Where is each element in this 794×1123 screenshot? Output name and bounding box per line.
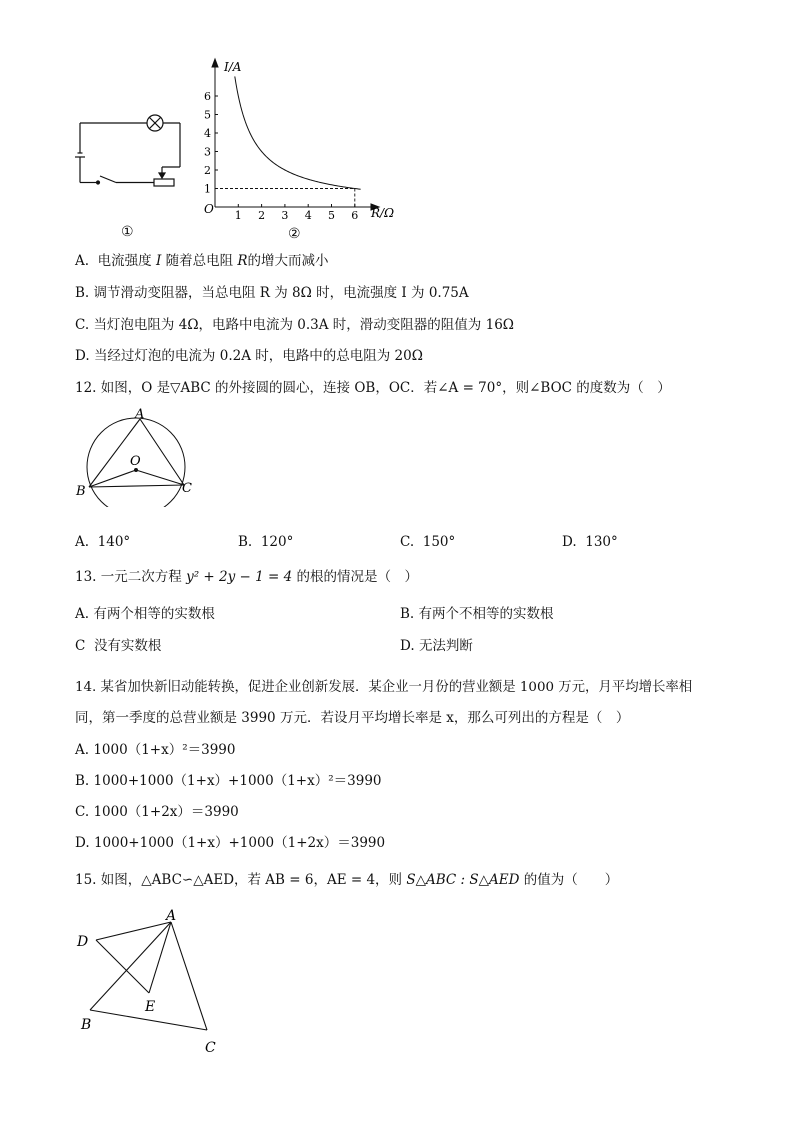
x-tick-label: 5 xyxy=(328,209,335,222)
point-d-label: D xyxy=(77,934,89,950)
circumcircle-figure xyxy=(72,402,202,507)
y-tick-label: 1 xyxy=(204,182,211,196)
point-c-label: C xyxy=(182,481,192,496)
q13-option-c: C 没有实数根 xyxy=(75,638,162,654)
point-c-label: C xyxy=(205,1040,216,1056)
q13-equation: y² + 2y − 1 = 4 xyxy=(186,569,293,585)
curve xyxy=(235,76,361,189)
q14-option-d: D. 1000+1000（1+x）+1000（1+2x）＝3990 xyxy=(75,835,386,851)
point-e-label: E xyxy=(145,999,156,1015)
q12-option-a: A. 140° xyxy=(75,534,131,550)
q11-option-b: B. 调节滑动变阻器，当总电阻 R 为 8Ω 时，电流强度 I 为 0.75A xyxy=(75,285,469,301)
figure-1-label: ① xyxy=(121,224,134,240)
q15-stem: 15. 如图，△ABC∽△AED，若 AB = 6，AE = 4，则 S△ABC : S△AED 的值为（ ） xyxy=(75,872,619,888)
q14-stem-line1: 14. 某省加快新旧动能转换，促进企业创新发展．某企业一月份的营业额是 1000 万元，月平均增长率相 xyxy=(75,680,693,695)
q12-stem: 12. 如图，O 是▽ABC 的外接圆的圆心，连接 OB，OC．若∠A = 70°，则∠BOC 的度数为（ ） xyxy=(75,380,671,396)
current-resistance-graph xyxy=(195,55,405,225)
q14-option-b: B. 1000+1000（1+x）+1000（1+x）²＝3990 xyxy=(75,773,382,789)
q15-area-ratio: S△ABC : S△AED xyxy=(406,872,520,888)
point-b-label: B xyxy=(76,484,86,499)
q14-stem-line2: 同，第一季度的总营业额是 3990 万元．若设月平均增长率是 x，那么可列出的方程是（ ） xyxy=(75,710,630,726)
circuit-diagram xyxy=(70,105,190,195)
q12-option-b: B. 120° xyxy=(238,534,294,550)
q11-option-a: A. 电流强度 I 随着总电阻 R的增大而减小 xyxy=(75,253,329,269)
point-a-label: A xyxy=(166,908,177,924)
y-tick-label: 5 xyxy=(204,108,211,122)
q12-option-c: C. 150° xyxy=(400,534,456,550)
q12-option-d: D. 130° xyxy=(562,534,618,550)
y-tick-label: 3 xyxy=(204,145,211,159)
q14-option-a: A. 1000（1+x）²＝3990 xyxy=(75,742,236,758)
q11-option-c: C. 当灯泡电阻为 4Ω，电路中电流为 0.3A 时，滑动变阻器的阻值为 16Ω xyxy=(75,317,514,333)
q13-option-b: B. 有两个不相等的实数根 xyxy=(400,606,554,622)
x-tick-label: 4 xyxy=(304,209,312,222)
x-tick-label: 3 xyxy=(281,209,289,222)
y-tick-label: 6 xyxy=(204,90,211,103)
point-o-label: O xyxy=(130,454,141,469)
y-tick-label: 2 xyxy=(204,164,211,177)
x-tick-label: 1 xyxy=(234,209,242,222)
point-b-label: B xyxy=(81,1017,92,1033)
x-tick-label: 6 xyxy=(351,209,359,222)
similar-triangles-figure xyxy=(70,900,230,1060)
x-tick-label: 2 xyxy=(258,209,266,222)
q13-option-a: A. 有两个相等的实数根 xyxy=(75,606,215,622)
y-axis-label: I/A xyxy=(224,60,242,74)
origin-label: O xyxy=(204,202,214,216)
q14-option-c: C. 1000（1+2x）＝3990 xyxy=(75,804,239,820)
point-a-label: A xyxy=(135,407,145,422)
q13-stem: 13. 一元二次方程 y² + 2y − 1 = 4 的根的情况是（ ） xyxy=(75,569,418,585)
y-tick-label: 4 xyxy=(204,127,211,140)
q11-option-d: D. 当经过灯泡的电流为 0.2A 时，电路中的总电阻为 20Ω xyxy=(75,348,423,364)
figure-2-label: ② xyxy=(288,226,301,242)
x-axis-label: R/Ω xyxy=(371,206,395,220)
q13-option-d: D. 无法判断 xyxy=(400,638,473,654)
